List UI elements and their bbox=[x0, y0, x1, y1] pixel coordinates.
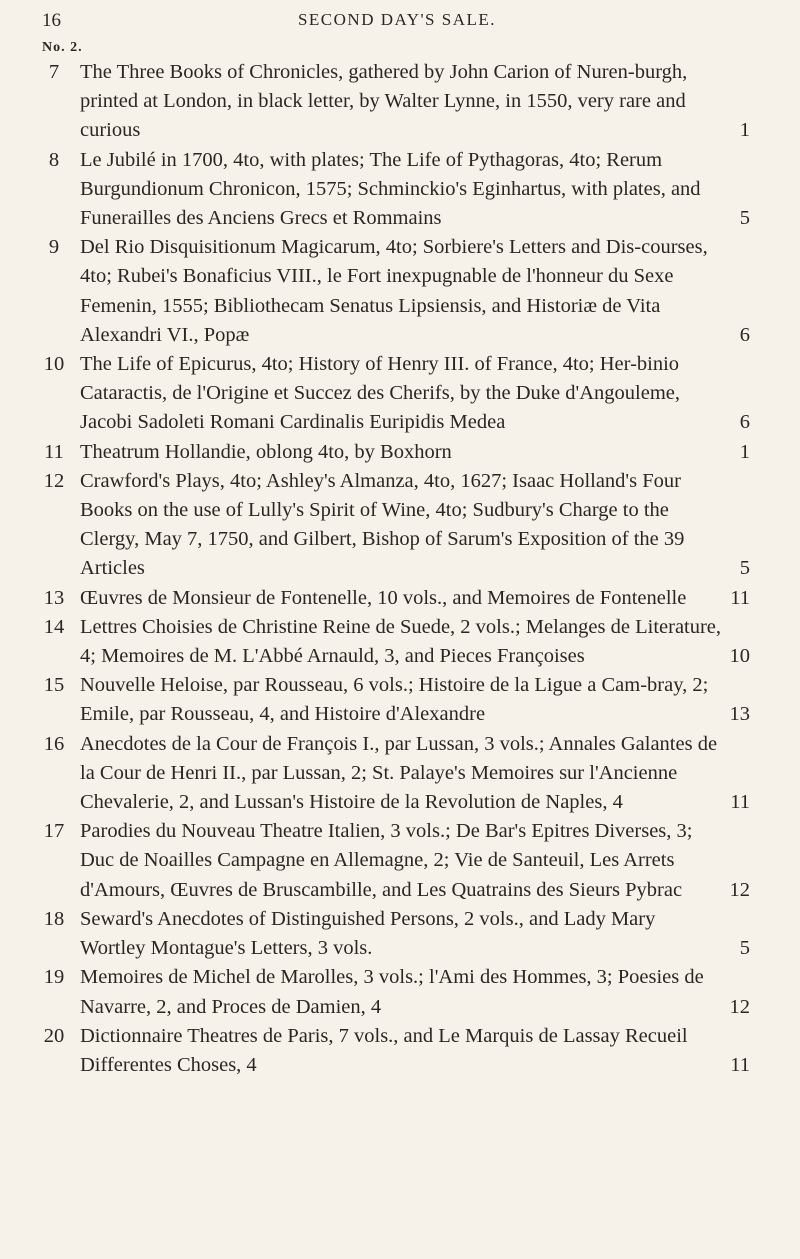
entry-number: 8 bbox=[48, 148, 60, 171]
entry-description: The Three Books of Chronicles, gathered by John Carion of Nuren-burgh, printed at London, in black letter, by Walter Lynne, in 1550, very rare and curious bbox=[80, 61, 688, 142]
entry-quantity: 13 bbox=[729, 703, 750, 726]
page-number: 16 bbox=[42, 10, 61, 31]
catalogue-entry bbox=[40, 1022, 752, 1080]
entry-description: Dictionnaire Theatres de Paris, 7 vols., and Le Marquis de Lassay Recueil Differentes Choses, 4 bbox=[80, 1024, 688, 1076]
catalogue-entry bbox=[40, 671, 752, 729]
entry-quantity: 6 bbox=[739, 323, 750, 346]
entry-number: 12 bbox=[43, 469, 65, 492]
entry-quantity: 11 bbox=[730, 586, 750, 609]
entry-number: 15 bbox=[43, 674, 65, 697]
entry-number: 17 bbox=[43, 820, 65, 843]
catalogue-entry bbox=[40, 905, 752, 963]
entry-quantity: 5 bbox=[739, 207, 750, 230]
entry-description: Œuvres de Monsieur de Fontenelle, 10 vols., and Memoires de Fontenelle bbox=[80, 586, 687, 609]
running-title: SECOND DAY'S SALE. bbox=[297, 10, 497, 29]
entry-quantity: 5 bbox=[739, 937, 750, 960]
catalogue-entries bbox=[40, 58, 752, 1080]
entry-description: Del Rio Disquisitionum Magicarum, 4to; Sorbiere's Letters and Dis-courses, 4to; Rubei's Bonaficius VIII., le Fort inexpugnable de l'honneur du Sexe Femenin, 1555; Bibliothecam Senatus Lipsiensis, and Historiæ de Vita Alexandri VI., Popæ bbox=[80, 236, 708, 346]
catalogue-entry bbox=[40, 817, 752, 905]
entry-quantity: 12 bbox=[729, 995, 750, 1018]
entry-quantity: 11 bbox=[730, 1053, 750, 1076]
entry-number: 11 bbox=[44, 440, 64, 463]
entry-number: 14 bbox=[43, 615, 65, 638]
catalogue-entry bbox=[40, 613, 752, 671]
entry-description: Le Jubilé in 1700, 4to, with plates; The Life of Pythagoras, 4to; Rerum Burgundionum Chronicon, 1575; Schminckio's Eginhartus, with plates, and Funerailles des Anciens Grecs et Rommains bbox=[80, 148, 701, 230]
entry-number: 20 bbox=[43, 1024, 65, 1047]
catalogue-entry bbox=[40, 730, 752, 818]
entry-quantity: 1 bbox=[739, 119, 750, 142]
entry-number: 16 bbox=[43, 732, 65, 755]
entry-description: Memoires de Michel de Marolles, 3 vols.; l'Ami des Hommes, 3; Poesies de Navarre, 2, and Proces de Damien, 4 bbox=[80, 966, 704, 1018]
catalogue-entry bbox=[40, 467, 752, 584]
entry-description: Theatrum Hollandie, oblong 4to, by Boxhorn bbox=[80, 440, 452, 463]
entry-quantity: 12 bbox=[729, 878, 750, 901]
catalogue-entry bbox=[40, 58, 752, 146]
catalogue-entry bbox=[40, 233, 752, 350]
entry-quantity: 1 bbox=[739, 440, 750, 463]
entry-number: 19 bbox=[43, 966, 65, 989]
lot-label: No. 2. bbox=[42, 40, 83, 55]
catalogue-entry bbox=[40, 146, 752, 234]
entry-number: 7 bbox=[48, 61, 60, 83]
entry-description: The Life of Epicurus, 4to; History of Henry III. of France, 4to; Her-binio Cataractis, de l'Origine et Succez des Cherifs, by the Duke d'Angouleme, Jacobi Sadoleti Romani Cardinalis Euripidis Medea bbox=[80, 353, 680, 434]
entry-description: Parodies du Nouveau Theatre Italien, 3 vols.; De Bar's Epitres Diverses, 3; Duc de Noailles Campagne en Allemagne, 2; Vie de Santeuil, Les Arrets d'Amours, Œuvres de Bruscambille, and Les Quatrains des Sieurs Pybrac bbox=[80, 820, 693, 901]
entry-description: Nouvelle Heloise, par Rousseau, 6 vols.; Histoire de la Ligue a Cam-bray, 2; Emile, par Rousseau, 4, and Histoire d'Alexandre bbox=[80, 674, 709, 726]
catalogue-entry bbox=[40, 438, 752, 467]
entry-number: 18 bbox=[43, 907, 65, 930]
entry-quantity: 11 bbox=[730, 791, 750, 814]
page-header bbox=[42, 10, 752, 38]
catalogue-entry bbox=[40, 584, 752, 613]
entry-number: 10 bbox=[43, 353, 65, 376]
catalogue-entry bbox=[40, 963, 752, 1021]
entry-description: Anecdotes de la Cour de François I., par Lussan, 3 vols.; Annales Galantes de la Cour de Henri II., par Lussan, 2; St. Palaye's Memoires sur l'Ancienne Chevalerie, 2, and Lussan's Histoire de la Revolution de Naples, 4 bbox=[80, 732, 718, 814]
entry-description: Seward's Anecdotes of Distinguished Persons, 2 vols., and Lady Mary Wortley Montague's Letters, 3 vols. bbox=[80, 907, 656, 960]
entry-quantity: 10 bbox=[729, 645, 750, 668]
entry-number: 13 bbox=[43, 586, 65, 609]
entry-number: 9 bbox=[48, 236, 60, 259]
catalogue-entry bbox=[40, 350, 752, 438]
entry-quantity: 6 bbox=[739, 411, 750, 434]
entry-description: Crawford's Plays, 4to; Ashley's Almanza, 4to, 1627; Isaac Holland's Four Books on the use of Lully's Spirit of Wine, 4to; Sudbury's Charge to the Clergy, May 7, 1750, and Gilbert, Bishop of Sarum's Exposition of the 39 Articles bbox=[80, 469, 685, 580]
entry-quantity: 5 bbox=[739, 557, 750, 580]
entry-description: Lettres Choisies de Christine Reine de Suede, 2 vols.; Melanges de Literature, 4; Memoires de M. L'Abbé Arnauld, 3, and Pieces Françoises bbox=[80, 615, 722, 668]
